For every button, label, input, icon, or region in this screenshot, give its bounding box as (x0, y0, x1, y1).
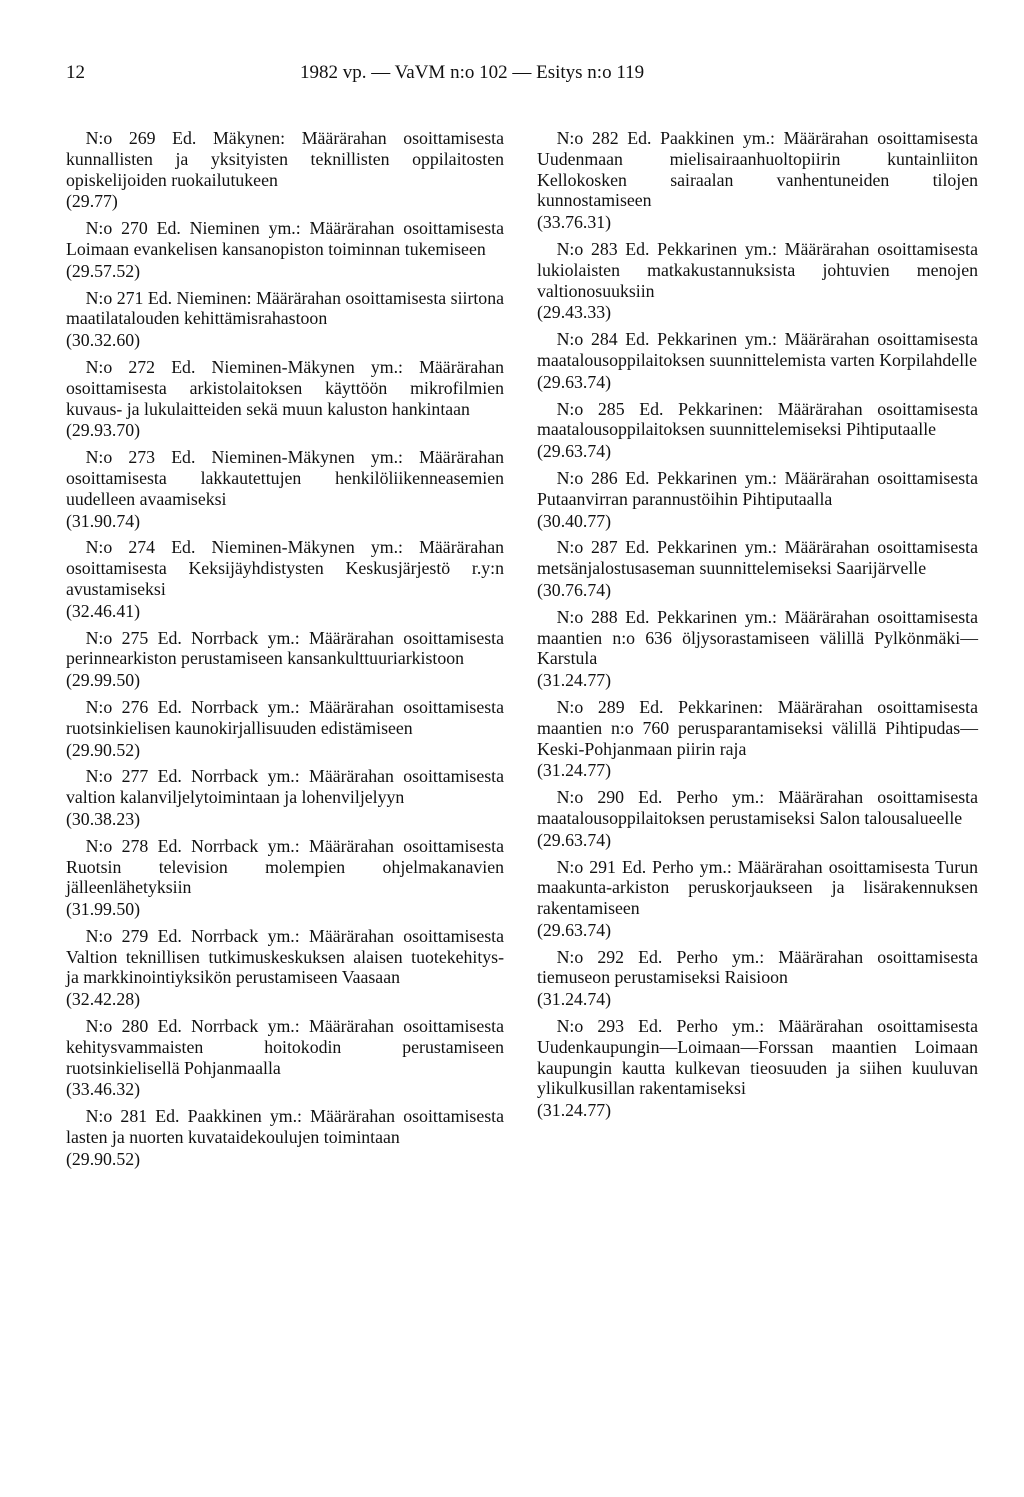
budget-code: (29.90.52) (66, 1148, 141, 1169)
motion-text: N:o 290 Ed. Perho ym.: Määrärahan osoittamisesta maatalousoppilaitoksen perustamiseksi Salon talousalueelle (537, 787, 978, 828)
page-header (66, 62, 956, 92)
motion-entry (66, 628, 504, 691)
running-title: 1982 vp. — VaVM n:o 102 — Esitys n:o 119 (300, 62, 645, 83)
motion-text: N:o 275 Ed. Norrback ym.: Määrärahan osoittamisesta perinnearkiston perustamiseen kansankulttuuriarkistoon (66, 627, 504, 669)
right-column (537, 128, 978, 1127)
motion-entry (537, 468, 978, 531)
motion-entry (537, 329, 978, 392)
motion-entry (66, 1106, 504, 1169)
motion-text: N:o 271 Ed. Nieminen: Määrärahan osoittamisesta siirtona maatilatalouden kehittämisrahastoon (66, 287, 504, 329)
motion-entry (537, 239, 978, 323)
motion-text: N:o 292 Ed. Perho ym.: Määrärahan osoittamisesta tiemuseon perustamiseksi Raisioon (537, 946, 978, 988)
left-column (66, 128, 504, 1176)
page-number: 12 (66, 62, 85, 83)
motion-text: N:o 277 Ed. Norrback ym.: Määrärahan osoittamisesta valtion kalanviljelytoimintaan ja lohenviljelyyn (66, 766, 504, 808)
motion-entry (537, 128, 978, 233)
budget-code: (29.63.74) (537, 919, 612, 940)
motion-entry (66, 447, 504, 531)
motion-text: N:o 291 Ed. Perho ym.: Määrärahan osoittamisesta Turun maakunta-arkiston peruskorjaukseen ja lisärakennuksen rakentamiseen (537, 856, 978, 919)
budget-code: (31.24.77) (537, 670, 612, 691)
motion-entry (537, 537, 978, 600)
budget-code: (29.63.74) (537, 829, 612, 850)
budget-code: (31.99.50) (66, 899, 141, 920)
budget-code: (29.57.52) (66, 260, 141, 281)
motion-entry (66, 836, 504, 920)
motion-text: N:o 279 Ed. Norrback ym.: Määrärahan osoittamisesta Valtion teknillisen tutkimuskeskuksen alaisen tuotekehitys- ja markkinointiyksikön perustamiseen Vaasaan (66, 925, 504, 988)
budget-code: (30.38.23) (66, 808, 141, 829)
motion-text: N:o 286 Ed. Pekkarinen ym.: Määrärahan osoittamisesta Putaanvirran parannustöihin Pihtiputaalla (537, 467, 978, 509)
budget-code: (29.63.74) (537, 441, 612, 462)
motion-entry (537, 857, 978, 941)
motion-text: N:o 289 Ed. Pekkarinen: Määrärahan osoittamisesta maantien n:o 760 perusparantamiseksi välillä Pihtipudas—Keski-Pohjanmaan piirin raja (537, 696, 978, 759)
budget-code: (29.90.52) (66, 739, 141, 760)
motion-text: N:o 276 Ed. Norrback ym.: Määrärahan osoittamisesta ruotsinkielisen kaunokirjallisuuden edistämiseen (66, 696, 504, 738)
motion-text: N:o 288 Ed. Pekkarinen ym.: Määrärahan osoittamisesta maantien n:o 636 öljysorastamiseen välillä Pylkönmäki—Karstula (537, 606, 978, 669)
motion-entry (537, 607, 978, 691)
motion-text: N:o 285 Ed. Pekkarinen: Määrärahan osoittamisesta maatalousoppilaitoksen suunnittelemiseksi Pihtiputaalle (537, 398, 978, 440)
motion-entry (66, 926, 504, 1010)
motion-entry (66, 288, 504, 351)
budget-code: (29.93.70) (66, 420, 141, 441)
motion-text: N:o 293 Ed. Perho ym.: Määrärahan osoittamisesta Uudenkaupungin—Loimaan—Forssan maantien Loimaan kaupungin kautta kulkevan tieosuuden ja siihen kuuluvan ylikulkusillan rakentamiseksi (537, 1016, 978, 1099)
motion-text: N:o 273 Ed. Nieminen-Mäkynen ym.: Määrärahan osoittamisesta lakkautettujen henkilöliikenneasemien uudelleen avaamiseksi (66, 447, 504, 509)
motion-text: N:o 272 Ed. Nieminen-Mäkynen ym.: Määrärahan osoittamisesta arkistolaitoksen käyttöön mikrofilmien kuvaus- ja lukulaitteiden sekä muun kaluston hankintaan (66, 356, 504, 419)
motion-entry (66, 697, 504, 760)
motion-text: N:o 269 Ed. Mäkynen: Määrärahan osoittamisesta kunnallisten ja yksityisten teknillisten oppilaitosten opiskelijoiden ruokailutukeen (66, 128, 504, 190)
motion-text: N:o 284 Ed. Pekkarinen ym.: Määrärahan osoittamisesta maatalousoppilaitoksen suunnittelemista varten Korpilahdelle (537, 329, 978, 370)
budget-code: (30.32.60) (66, 330, 141, 351)
budget-code: (29.43.33) (537, 302, 612, 323)
budget-code: (33.46.32) (66, 1079, 141, 1100)
budget-code: (29.77) (66, 191, 118, 212)
motion-text: N:o 287 Ed. Pekkarinen ym.: Määrärahan osoittamisesta metsänjalostusaseman suunnittelemiseksi Saarijärvelle (537, 537, 978, 579)
motion-text: N:o 278 Ed. Norrback ym.: Määrärahan osoittamisesta Ruotsin television molempien ohjelmakanavien jälleenlähetyksiin (66, 835, 504, 898)
budget-code: (31.24.77) (537, 1100, 612, 1121)
motion-entry (66, 1016, 504, 1100)
budget-code: (31.24.74) (537, 989, 612, 1010)
budget-code: (29.63.74) (537, 371, 612, 392)
motion-entry (537, 787, 978, 850)
motion-entry (537, 947, 978, 1010)
budget-code: (31.90.74) (66, 510, 141, 531)
budget-code: (32.42.28) (66, 989, 141, 1010)
budget-code: (32.46.41) (66, 600, 141, 621)
motion-entry (66, 537, 504, 621)
motion-text: N:o 280 Ed. Norrback ym.: Määrärahan osoittamisesta kehitysvammaisten hoitokodin perustamiseen ruotsinkielisellä Pohjanmaalla (66, 1016, 504, 1078)
budget-code: (29.99.50) (66, 670, 141, 691)
motion-text: N:o 281 Ed. Paakkinen ym.: Määrärahan osoittamisesta lasten ja nuorten kuvataidekoulujen toimintaan (66, 1106, 504, 1148)
motion-entry (66, 766, 504, 829)
budget-code: (31.24.77) (537, 760, 612, 781)
budget-code: (30.40.77) (537, 510, 612, 531)
motion-text: N:o 274 Ed. Nieminen-Mäkynen ym.: Määrärahan osoittamisesta Keksijäyhdistysten Keskusjärjestö r.y:n avustamiseksi (66, 537, 504, 599)
motion-entry (537, 399, 978, 462)
budget-code: (30.76.74) (537, 579, 612, 600)
motion-text: N:o 283 Ed. Pekkarinen ym.: Määrärahan osoittamisesta lukiolaisten matkakustannuksista johtuvien menojen valtionosuuksiin (537, 238, 978, 301)
motion-entry (537, 1016, 978, 1121)
motion-entry (66, 128, 504, 212)
motion-entry (66, 218, 504, 281)
motion-text: N:o 282 Ed. Paakkinen ym.: Määrärahan osoittamisesta Uudenmaan mielisairaanhuoltopiirin kuntainliiton Kellokosken sairaalan vanhentuneiden tilojen kunnostamiseen (537, 128, 978, 211)
motion-entry (537, 697, 978, 781)
motion-text: N:o 270 Ed. Nieminen ym.: Määrärahan osoittamisesta Loimaan evankelisen kansanopiston toiminnan tukemiseen (66, 218, 504, 259)
motion-entry (66, 357, 504, 441)
budget-code: (33.76.31) (537, 212, 612, 233)
